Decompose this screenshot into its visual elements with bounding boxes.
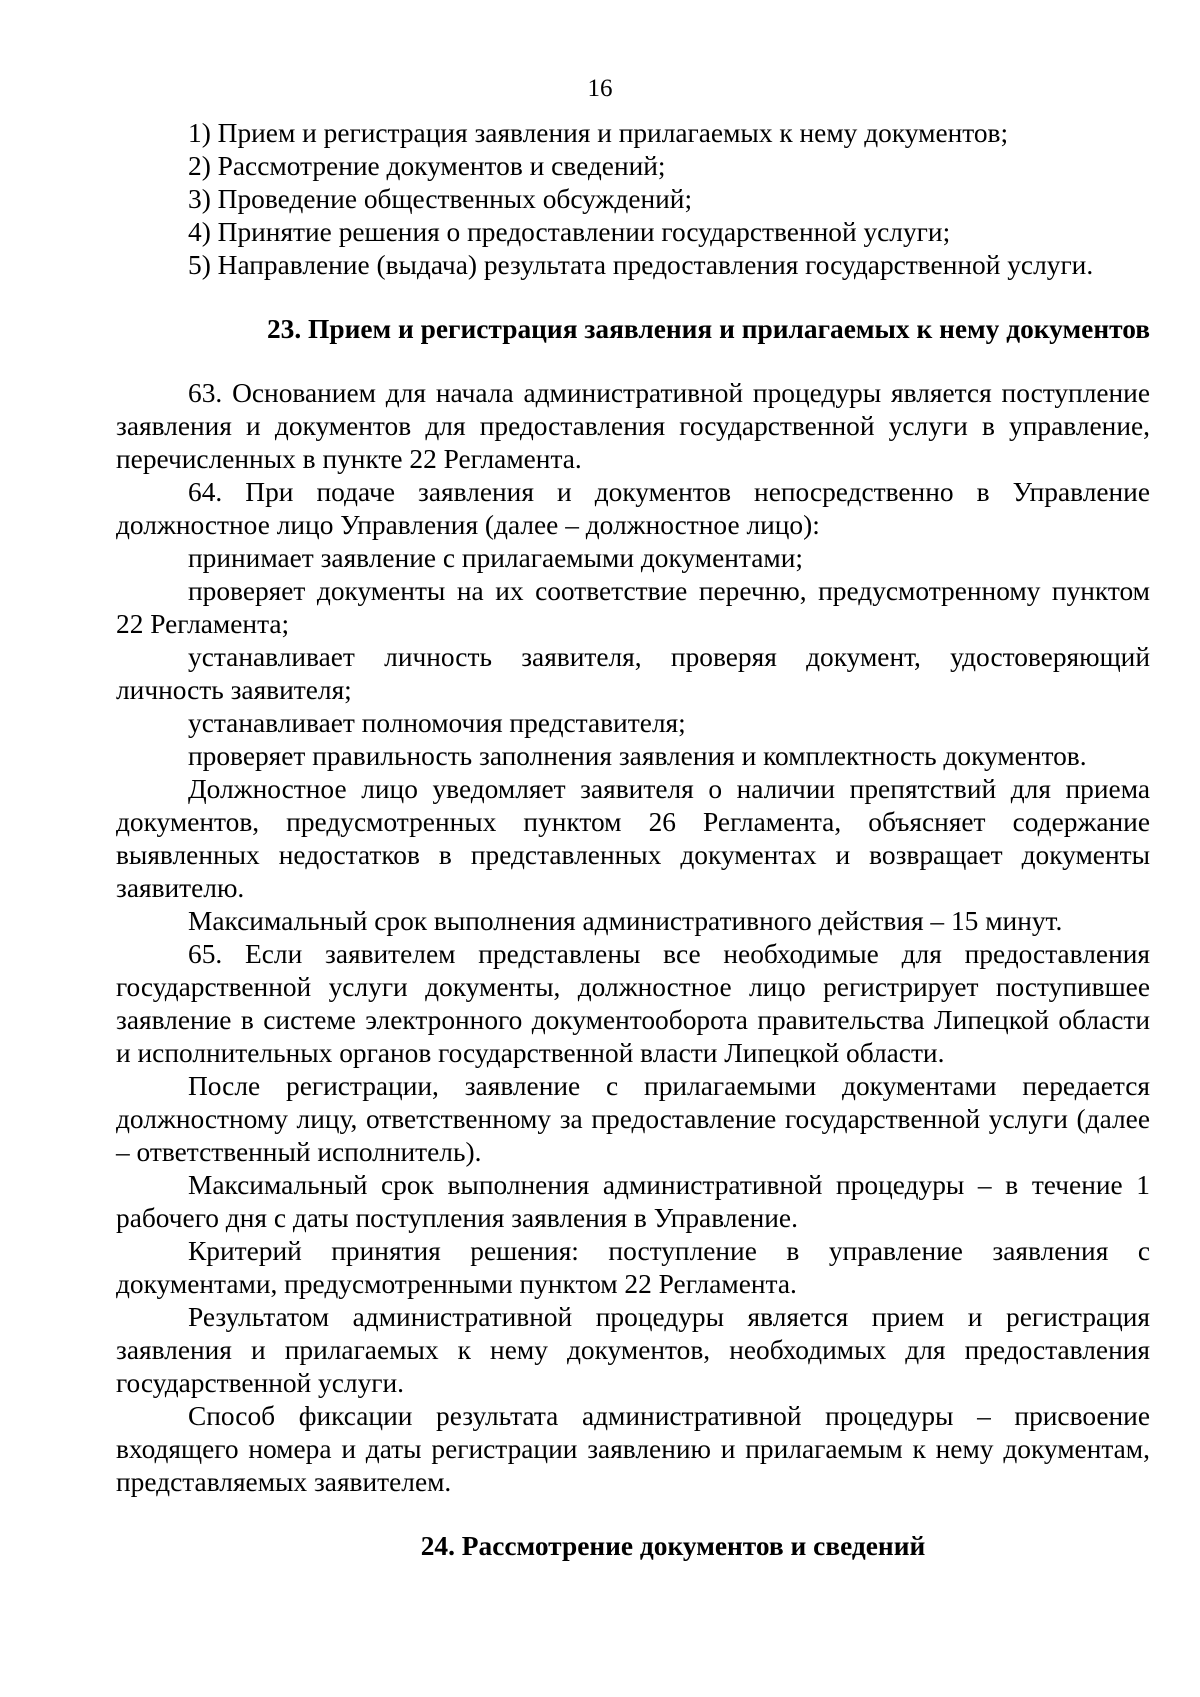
procedure-steps-list <box>116 117 1150 282</box>
paragraph: Должностное лицо уведомляет заявителя о наличии препятствий для приема документов, предусмотренных пунктом 26 Регламента, объясняет содержание выявленных недостатков в представленных документах и возвращает документы заявителю. <box>116 774 1150 903</box>
paragraph: Критерий принятия решения: поступление в управление заявления с документами, предусмотренными пунктом 22 Регламента. <box>116 1236 1150 1299</box>
paragraph: Способ фиксации результата административной процедуры – присвоение входящего номера и даты регистрации заявлению и прилагаемым к нему документам, представляемых заявителем. <box>116 1401 1150 1497</box>
paragraph: Максимальный срок выполнения административного действия – 15 минут. <box>188 906 1063 936</box>
list-item: 1) Прием и регистрация заявления и прилагаемых к нему документов; <box>188 118 1009 148</box>
paragraph: проверяет правильность заполнения заявления и комплектность документов. <box>188 741 1087 771</box>
list-item: 2) Рассмотрение документов и сведений; <box>188 151 666 181</box>
paragraph: Результатом административной процедуры является прием и регистрация заявления и прилагаемых к нему документов, необходимых для предоставления государственной услуги. <box>116 1302 1150 1398</box>
paragraph: устанавливает личность заявителя, проверяя документ, удостоверяющий личность заявителя; <box>116 642 1150 705</box>
paragraph: 63. Основанием для начала административной процедуры является поступление заявления и документов для предоставления государственной услуги в управление, перечисленных в пункте 22 Регламента. <box>116 378 1150 474</box>
paragraph: Максимальный срок выполнения административной процедуры – в течение 1 рабочего дня с даты поступления заявления в Управление. <box>116 1170 1150 1233</box>
list-item: 4) Принятие решения о предоставлении государственной услуги; <box>188 217 951 247</box>
paragraph: 65. Если заявителем представлены все необходимые для предоставления государственной услуги документы, должностное лицо регистрирует поступившее заявление в системе электронного документооборота правительства Липецкой области и исполнительных органов государственной власти Липецкой области. <box>116 939 1150 1068</box>
paragraph: После регистрации, заявление с прилагаемыми документами передается должностному лицу, ответственному за предоставление государственной услуги (далее – ответственный исполнитель). <box>116 1071 1150 1167</box>
list-item: 3) Проведение общественных обсуждений; <box>188 184 693 214</box>
section-heading: 23. Прием и регистрация заявления и прилагаемых к нему документов <box>266 314 1150 344</box>
paragraph: устанавливает полномочия представителя; <box>188 708 686 738</box>
list-item: 5) Направление (выдача) результата предоставления государственной услуги. <box>188 250 1094 280</box>
page-number: 16 <box>587 75 613 102</box>
paragraph: проверяет документы на их соответствие перечню, предусмотренному пунктом 22 Регламента; <box>116 576 1150 639</box>
paragraph: 64. При подаче заявления и документов непосредственно в Управление должностное лицо Управления (далее – должностное лицо): <box>116 477 1150 540</box>
section-body <box>116 377 1150 1499</box>
page-content <box>116 117 1150 1563</box>
paragraph: принимает заявление с прилагаемыми документами; <box>188 543 803 573</box>
section-heading: 24. Рассмотрение документов и сведений <box>420 1531 926 1561</box>
